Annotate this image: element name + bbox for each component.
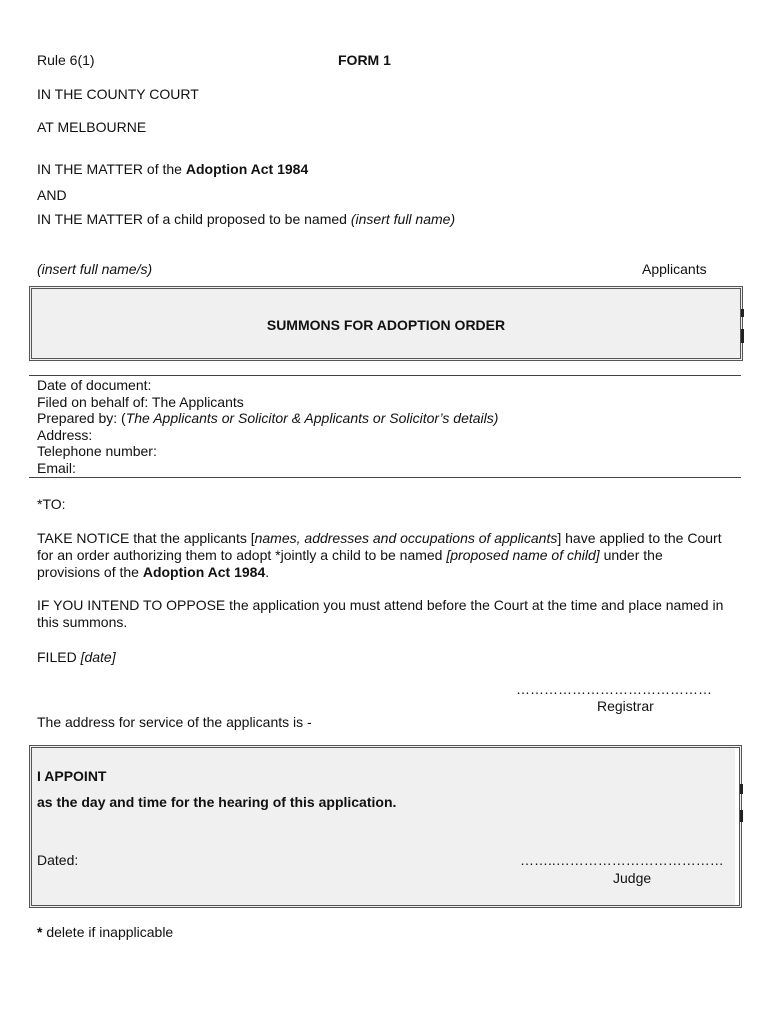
- matter-line-1-prefix: IN THE MATTER of the: [37, 161, 186, 177]
- prepared-by-details: The Applicants or Solicitor & Applicants or Solicitor’s details): [125, 410, 499, 427]
- matter-act-name: Adoption Act 1984: [185, 161, 309, 177]
- oppose-paragraph: IF YOU INTEND TO OPPOSE the application you must attend before the Court at the time and place named in this summons.: [37, 597, 724, 630]
- notice-text-4: .: [265, 564, 270, 580]
- registrar-label: Registrar: [597, 698, 654, 714]
- notice-text-2: ] have applied to the Court for an order authorizing them to adopt *jointly a child to be named: [37, 530, 722, 563]
- filed-date: [date]: [80, 649, 116, 665]
- box-edge-mark: [741, 309, 744, 317]
- matter-line-2-prefix: IN THE MATTER of a child proposed to be named: [37, 211, 351, 227]
- telephone-line: Telephone number:: [37, 443, 157, 460]
- rule-reference: Rule 6(1): [37, 52, 95, 68]
- footnote-star: *: [37, 924, 43, 940]
- title-box: [29, 286, 743, 361]
- filed-line: [37, 649, 116, 665]
- matter-line-1: [37, 161, 308, 177]
- box-edge-mark: [740, 810, 743, 822]
- notice-text-1: TAKE NOTICE that the applicants [: [37, 530, 255, 546]
- box-edge-mark: [741, 329, 744, 343]
- footnote-text: delete if inapplicable: [42, 924, 174, 940]
- registrar-signature-line: ……………………………………: [516, 681, 712, 697]
- footnote: [37, 924, 173, 940]
- form-number: FORM 1: [338, 52, 391, 68]
- filed-on-behalf: Filed on behalf of: The Applicants: [37, 393, 244, 410]
- matter-and: AND: [37, 187, 67, 203]
- date-of-document: Date of document:: [37, 377, 152, 393]
- notice-text-3: under the provisions of the: [37, 547, 663, 580]
- address-line: Address:: [37, 426, 93, 443]
- notice-act-name: Adoption Act 1984: [142, 564, 266, 580]
- court-name: IN THE COUNTY COURT: [37, 86, 199, 102]
- judge-label: Judge: [613, 870, 652, 886]
- box-edge-mark: [740, 784, 743, 794]
- take-notice-paragraph: [37, 530, 727, 581]
- document-title: SUMMONS FOR ADOPTION ORDER: [266, 317, 506, 333]
- to-line: *TO:: [37, 496, 66, 512]
- dated-label: Dated:: [37, 852, 79, 868]
- address-for-service: The address for service of the applicants is -: [37, 714, 312, 730]
- judge-signature-line: ……..………………………………: [520, 852, 724, 868]
- box-inner-edge: [735, 748, 739, 905]
- filed-label: FILED: [37, 649, 81, 665]
- details-bottom-rule: [29, 477, 741, 478]
- prepared-by: [37, 410, 498, 427]
- applicants-label: Applicants: [642, 261, 707, 277]
- matter-line-2: [37, 211, 455, 227]
- document-details: [37, 377, 498, 477]
- matter-insert-name: (insert full name): [350, 211, 456, 227]
- appoint-line: as the day and time for the hearing of this application.: [37, 794, 397, 810]
- appointment-box: [29, 745, 742, 908]
- notice-applicants-details: names, addresses and occupations of applicants: [254, 530, 558, 546]
- prepared-by-prefix: Prepared by: (: [37, 410, 126, 427]
- appoint-heading: I APPOINT: [37, 768, 107, 784]
- notice-child-name: [proposed name of child]: [446, 547, 600, 563]
- court-location: AT MELBOURNE: [37, 119, 147, 135]
- details-top-rule: [29, 375, 741, 376]
- applicant-names: (insert full name/s): [37, 261, 153, 277]
- email-line: Email:: [37, 459, 76, 476]
